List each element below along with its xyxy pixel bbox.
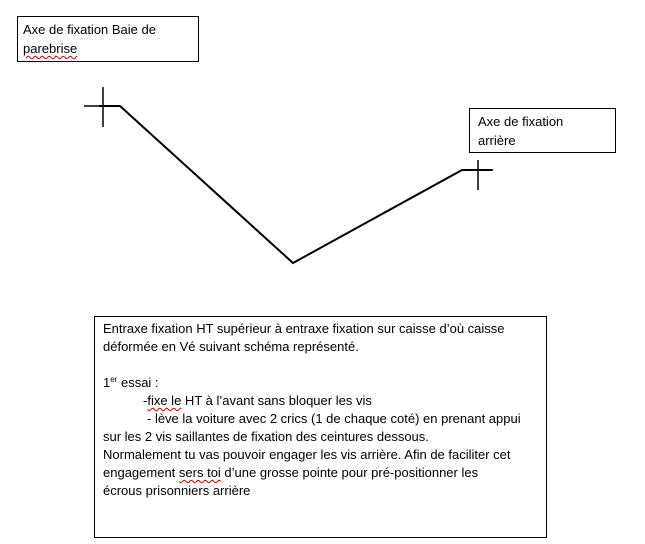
note-line-3: 1er essai : bbox=[103, 375, 159, 390]
note-line-4: -fixe le HT à l’avant sans bloquer les vis bbox=[143, 393, 372, 408]
instructions-note bbox=[94, 316, 547, 538]
front-label-line2: parebrise bbox=[23, 41, 78, 56]
note-line-1: Entraxe fixation HT supérieur à entraxe fixation sur caisse d’où caisse bbox=[103, 321, 505, 336]
rear-label-line2: arrière bbox=[478, 133, 516, 148]
note-line-7: Normalement tu vas pouvoir engager les vis arrière. Afin de faciliter cet bbox=[103, 447, 511, 462]
rear-fixation-label bbox=[469, 108, 616, 153]
note-line-2: déformée en Vé suivant schéma représenté. bbox=[103, 339, 359, 354]
note-line-9: écrous prisonniers arrière bbox=[103, 483, 251, 498]
front-fixation-label bbox=[17, 16, 199, 62]
rear-label-line1: Axe de fixation bbox=[478, 114, 564, 129]
deformed-body-line bbox=[99, 106, 492, 263]
note-line-6: sur les 2 vis saillantes de fixation des ceintures dessous. bbox=[103, 429, 429, 444]
note-line-5: - lève la voiture avec 2 crics (1 de chaque coté) en prenant appui bbox=[147, 411, 521, 426]
note-line-8: engagement sers toi d’une grosse pointe pour pré-positionner les bbox=[103, 465, 479, 480]
front-label-line1: Axe de fixation Baie de bbox=[23, 22, 156, 37]
